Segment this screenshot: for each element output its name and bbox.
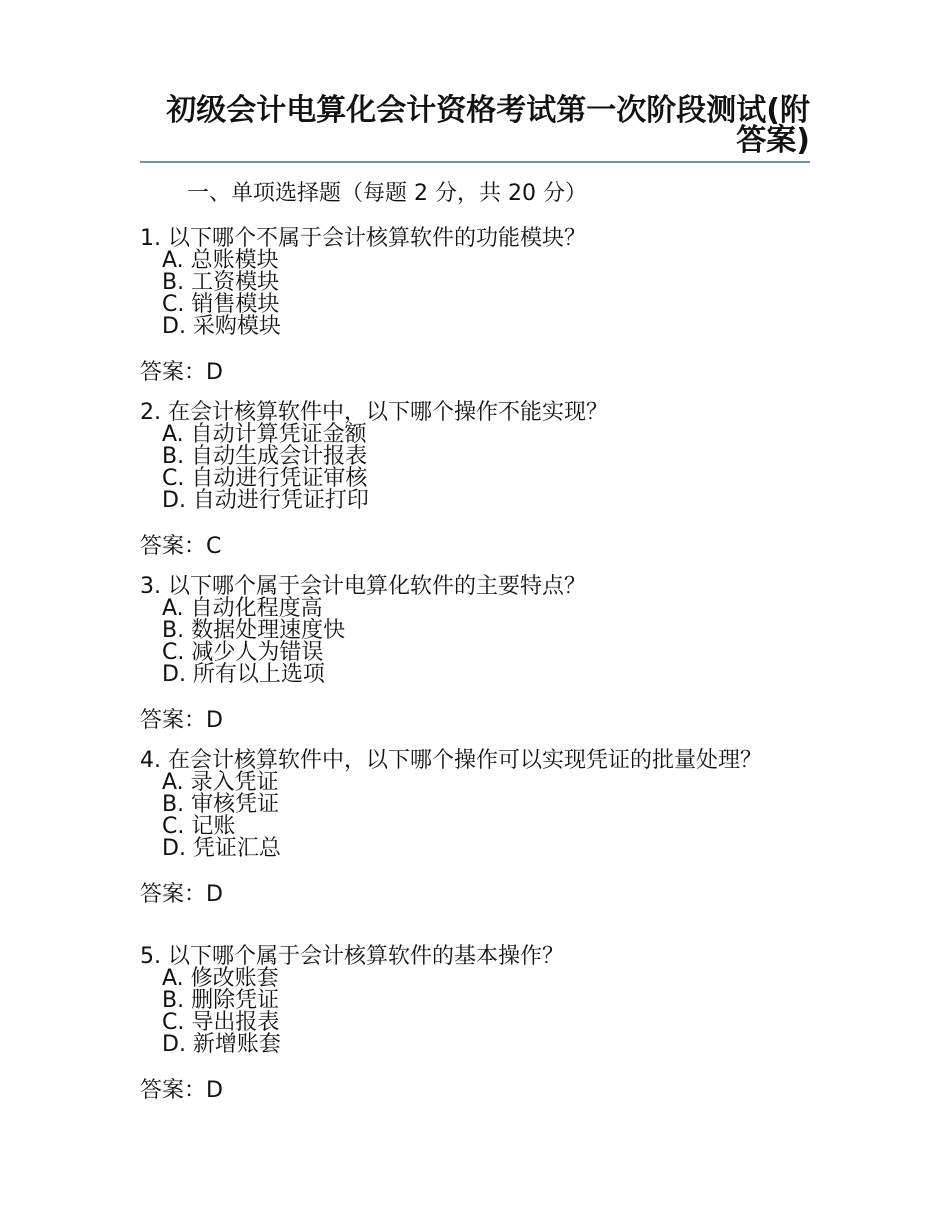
- question-3: [140, 576, 800, 736]
- option-b: B. 删除凭证: [162, 988, 280, 1013]
- question-5: [140, 946, 800, 1106]
- option-list: [140, 772, 800, 860]
- option-c: C. 销售模块: [162, 292, 280, 317]
- option-d: D. 采购模块: [162, 314, 281, 339]
- section-heading: 一、单项选择题（每题 2 分，共 20 分）: [187, 181, 587, 206]
- option-c: C. 自动进行凭证审核: [162, 466, 368, 491]
- question-stem: 3. 以下哪个属于会计电算化软件的主要特点？: [140, 574, 586, 599]
- answer: 答案：D: [140, 1078, 223, 1103]
- option-d: D. 新增账套: [162, 1032, 281, 1057]
- option-list: [140, 968, 800, 1056]
- option-d: D. 凭证汇总: [162, 836, 281, 861]
- option-c: C. 导出报表: [162, 1010, 280, 1035]
- question-stem: 5. 以下哪个属于会计核算软件的基本操作？: [140, 944, 564, 969]
- option-b: B. 自动生成会计报表: [162, 444, 368, 469]
- option-list: [140, 424, 800, 512]
- question-4: [140, 750, 800, 910]
- option-a: A. 自动化程度高: [162, 596, 323, 621]
- answer: 答案：D: [140, 708, 223, 733]
- question-2: [140, 402, 800, 562]
- option-d: D. 所有以上选项: [162, 662, 325, 687]
- option-b: B. 工资模块: [162, 270, 280, 295]
- option-c: C. 记账: [162, 814, 236, 839]
- option-list: [140, 598, 800, 686]
- option-a: A. 录入凭证: [162, 770, 279, 795]
- option-c: C. 减少人为错误: [162, 640, 324, 665]
- option-a: A. 自动计算凭证金额: [162, 422, 367, 447]
- question-stem: 4. 在会计核算软件中，以下哪个操作可以实现凭证的批量处理？: [140, 748, 762, 773]
- option-a: A. 总账模块: [162, 248, 279, 273]
- document-title: 初级会计电算化会计资格考试第一次阶段测试(附答案): [166, 93, 810, 158]
- option-d: D. 自动进行凭证打印: [162, 488, 369, 513]
- option-list: [140, 250, 800, 338]
- answer: 答案：D: [140, 882, 223, 907]
- question-stem: 2. 在会计核算软件中，以下哪个操作不能实现？: [140, 400, 608, 425]
- option-a: A. 修改账套: [162, 966, 279, 991]
- option-b: B. 审核凭证: [162, 792, 280, 817]
- answer: 答案：C: [140, 534, 222, 559]
- option-b: B. 数据处理速度快: [162, 618, 346, 643]
- title-underline: [140, 161, 810, 163]
- answer: 答案：D: [140, 360, 223, 385]
- question-1: [140, 228, 800, 388]
- question-stem: 1. 以下哪个不属于会计核算软件的功能模块？: [140, 226, 586, 251]
